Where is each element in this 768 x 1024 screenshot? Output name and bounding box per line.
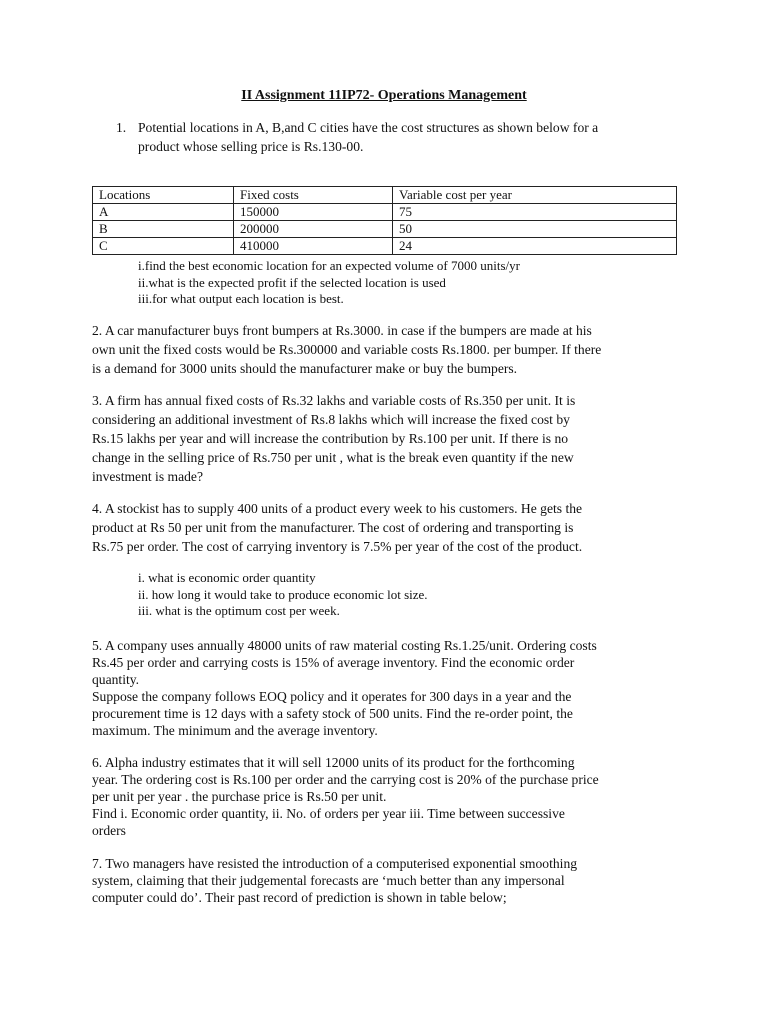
table-cell: A	[93, 204, 234, 221]
question-3	[92, 391, 680, 486]
question-1-subquestions	[138, 258, 520, 308]
question-3-line: change in the selling price of Rs.750 per unit , what is the break even quantity if the new	[92, 450, 574, 465]
subquestion: iii. what is the optimum cost per week.	[138, 603, 340, 618]
question-7	[92, 855, 680, 906]
table-cell: 410000	[234, 238, 393, 255]
question-5-line: Suppose the company follows EOQ policy and it operates for 300 days in a year and the	[92, 689, 572, 704]
question-5-line: Rs.45 per order and carrying costs is 15% of average inventory. Find the economic order	[92, 655, 575, 670]
table-header-cell: Fixed costs	[234, 187, 393, 204]
table-cell: 50	[393, 221, 677, 238]
question-4-line: product at Rs 50 per unit from the manufacturer. The cost of ordering and transporting is	[92, 520, 574, 535]
question-5-line: procurement time is 12 days with a safety stock of 500 units. Find the re-order point, the	[92, 706, 573, 721]
question-3-line: considering an additional investment of Rs.8 lakhs which will increase the fixed cost by	[92, 412, 570, 427]
question-2-line: 2. A car manufacturer buys front bumpers at Rs.3000. in case if the bumpers are made at his	[92, 323, 592, 338]
table-cell: 24	[393, 238, 677, 255]
table-row	[93, 204, 677, 221]
question-6-line: Find i. Economic order quantity, ii. No. of orders per year iii. Time between successive	[92, 806, 565, 821]
question-6	[92, 754, 680, 839]
location-cost-table	[92, 186, 677, 255]
subquestion: i. what is economic order quantity	[138, 570, 316, 585]
subquestion: iii.for what output each location is best.	[138, 291, 344, 306]
question-1	[118, 118, 678, 156]
subquestion: i.find the best economic location for an expected volume of 7000 units/yr	[138, 258, 520, 273]
subquestion: ii. how long it would take to produce economic lot size.	[138, 586, 428, 602]
question-4-subquestions	[138, 570, 428, 620]
question-6-line: year. The ordering cost is Rs.100 per order and the carrying cost is 20% of the purchase price	[92, 772, 599, 787]
question-5-line: quantity.	[92, 672, 140, 687]
document-title: II Assignment 11IP72- Operations Management	[241, 88, 527, 103]
question-3-line: Rs.15 lakhs per year and will increase the contribution by Rs.100 per unit. If there is no	[92, 431, 569, 446]
table-row	[93, 238, 677, 255]
question-2-line: own unit the fixed costs would be Rs.300000 and variable costs Rs.1800. per bumper. If there	[92, 342, 602, 357]
table-header-row	[93, 187, 677, 204]
table-row	[93, 221, 677, 238]
question-6-line: per unit per year . the purchase price is Rs.50 per unit.	[92, 789, 387, 804]
table-cell: C	[93, 238, 234, 255]
question-1-line: product whose selling price is Rs.130-00.	[138, 139, 364, 154]
question-3-line: investment is made?	[92, 469, 203, 484]
question-3-line: 3. A firm has annual fixed costs of Rs.32 lakhs and variable costs of Rs.350 per unit. It is	[92, 393, 576, 408]
question-6-line: orders	[92, 823, 126, 838]
question-number: 1.	[116, 120, 127, 135]
question-2	[92, 321, 680, 378]
question-4-line: 4. A stockist has to supply 400 units of a product every week to his customers. He gets the	[92, 501, 583, 516]
table-header-cell: Locations	[93, 187, 234, 204]
question-5	[92, 637, 680, 739]
question-4-line: Rs.75 per order. The cost of carrying inventory is 7.5% per year of the cost of the product.	[92, 539, 583, 554]
table-cell: B	[93, 221, 234, 238]
question-4	[92, 499, 680, 556]
question-1-line: Potential locations in A, B,and C cities have the cost structures as shown below for a	[138, 120, 599, 135]
question-7-line: computer could do’. Their past record of prediction is shown in table below;	[92, 890, 507, 905]
table-cell: 75	[393, 204, 677, 221]
table-cell: 150000	[234, 204, 393, 221]
question-7-line: system, claiming that their judgemental forecasts are ‘much better than any impersonal	[92, 873, 565, 888]
question-7-line: 7. Two managers have resisted the introduction of a computerised exponential smoothing	[92, 856, 578, 871]
question-2-line: is a demand for 3000 units should the manufacturer make or buy the bumpers.	[92, 361, 518, 376]
subquestion: ii.what is the expected profit if the selected location is used	[138, 274, 446, 290]
question-5-line: maximum. The minimum and the average inventory.	[92, 723, 378, 738]
question-5-line: 5. A company uses annually 48000 units of raw material costing Rs.1.25/unit. Ordering costs	[92, 638, 597, 653]
question-6-line: 6. Alpha industry estimates that it will sell 12000 units of its product for the forthcoming	[92, 755, 575, 770]
table-header-cell: Variable cost per year	[393, 187, 677, 204]
table-cell: 200000	[234, 221, 393, 238]
